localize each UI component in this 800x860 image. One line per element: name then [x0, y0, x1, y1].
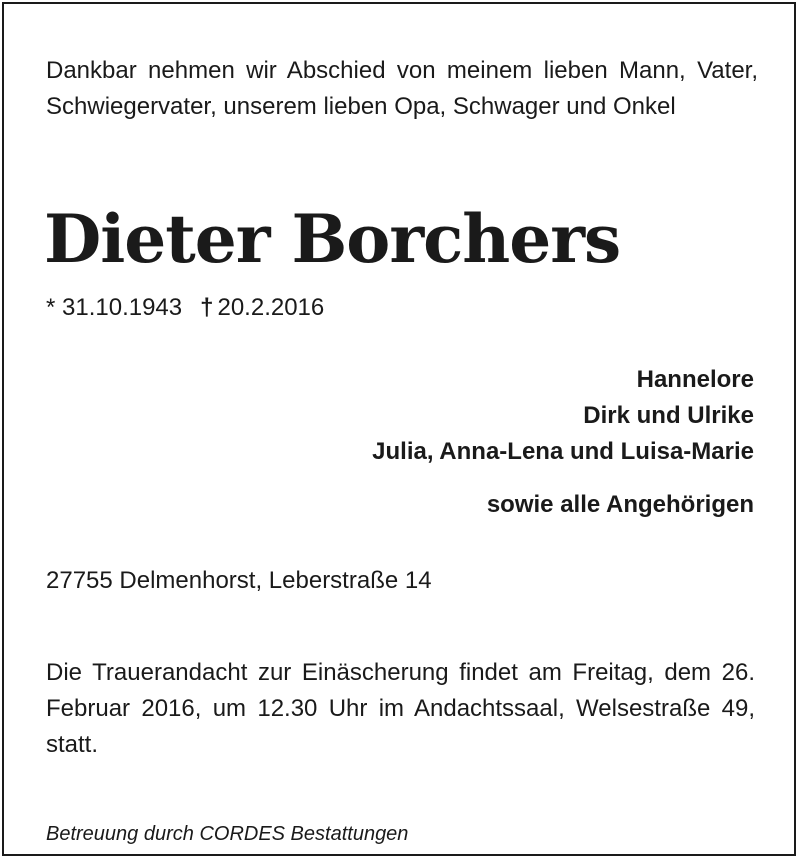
relatives-line: sowie alle Angehörigen [486, 491, 754, 518]
intro-text: Dankbar nehmen wir Abschied von meinem lieben Mann, Vater, Schwiegervater, unserem lieben Opa, Schwager und Onkel [46, 57, 758, 120]
undertaker-credit: Betreuung durch CORDES Bestattungen [46, 823, 409, 845]
cross-icon: † [200, 294, 214, 321]
deceased-name: Dieter Borchers [44, 200, 621, 278]
service-info: Die Trauerandacht zur Einäscherung findet am Freitag, dem 26. Februar 2016, um 12.30 Uhr im Andachtssaal, Welsestraße 49, statt. [46, 659, 755, 758]
life-dates [46, 292, 324, 324]
birth-date: * 31.10.1943 [46, 294, 183, 321]
family-member: Julia, Anna-Lena und Luisa-Marie [372, 438, 754, 465]
address: 27755 Delmenhorst, Leberstraße 14 [46, 567, 432, 594]
family-member: Hannelore [636, 366, 754, 393]
family-signatures [372, 362, 754, 523]
family-member: Dirk und Ulrike [583, 402, 754, 429]
death-date: 20.2.2016 [217, 294, 325, 321]
